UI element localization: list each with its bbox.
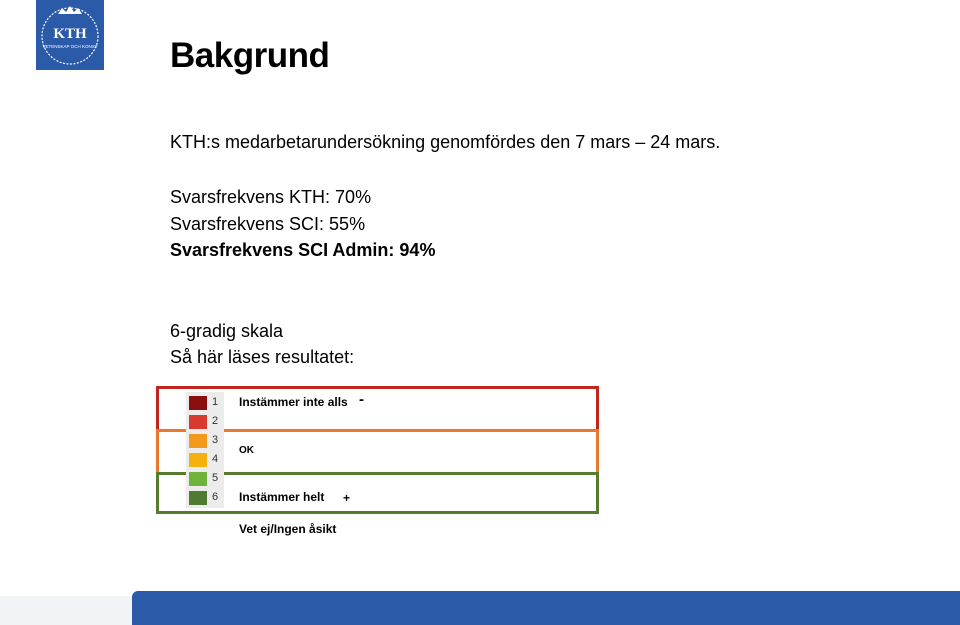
scale-title: 6-gradig skala [170,321,284,341]
label-disagree: Instämmer inte alls [239,395,348,409]
legend-number-1: 1 [212,396,219,408]
legend-swatch-6 [189,491,207,505]
label-agree: Instämmer helt [239,490,325,504]
legend-number-3: 3 [212,434,219,446]
intro-text: KTH:s medarbetarundersökning genomfördes den 7 mars – 24 mars. [170,132,721,152]
logo-text: KTH [53,26,87,42]
response-rate-sci-admin: Svarsfrekvens SCI Admin: 94% [170,240,436,260]
response-rate-sci: Svarsfrekvens SCI: 55% [170,214,366,234]
legend-number-6: 6 [212,491,219,503]
logo-subtext: VETENSKAP OCH KONST [42,44,98,49]
scale-subtitle: Så här läses resultatet: [170,347,355,367]
footer-left [0,596,132,625]
legend-number-2: 2 [212,415,219,427]
footer-bar [132,591,960,625]
scale-legend [186,392,224,508]
legend-number-5: 5 [212,472,219,484]
legend-swatch-4 [189,453,207,467]
label-agree-sign: + [343,491,351,505]
label-disagree-sign: - [359,391,364,408]
response-rate-kth: Svarsfrekvens KTH: 70% [170,187,372,207]
legend-swatch-3 [189,434,207,448]
legend-swatch-1 [189,396,207,410]
label-no-opinion: Vet ej/Ingen åsikt [239,522,337,536]
kth-logo [36,0,104,70]
label-ok: OK [239,445,254,456]
page-title: Bakgrund [170,36,330,75]
legend-swatch-5 [189,472,207,486]
legend-swatch-2 [189,415,207,429]
legend-number-4: 4 [212,453,219,465]
